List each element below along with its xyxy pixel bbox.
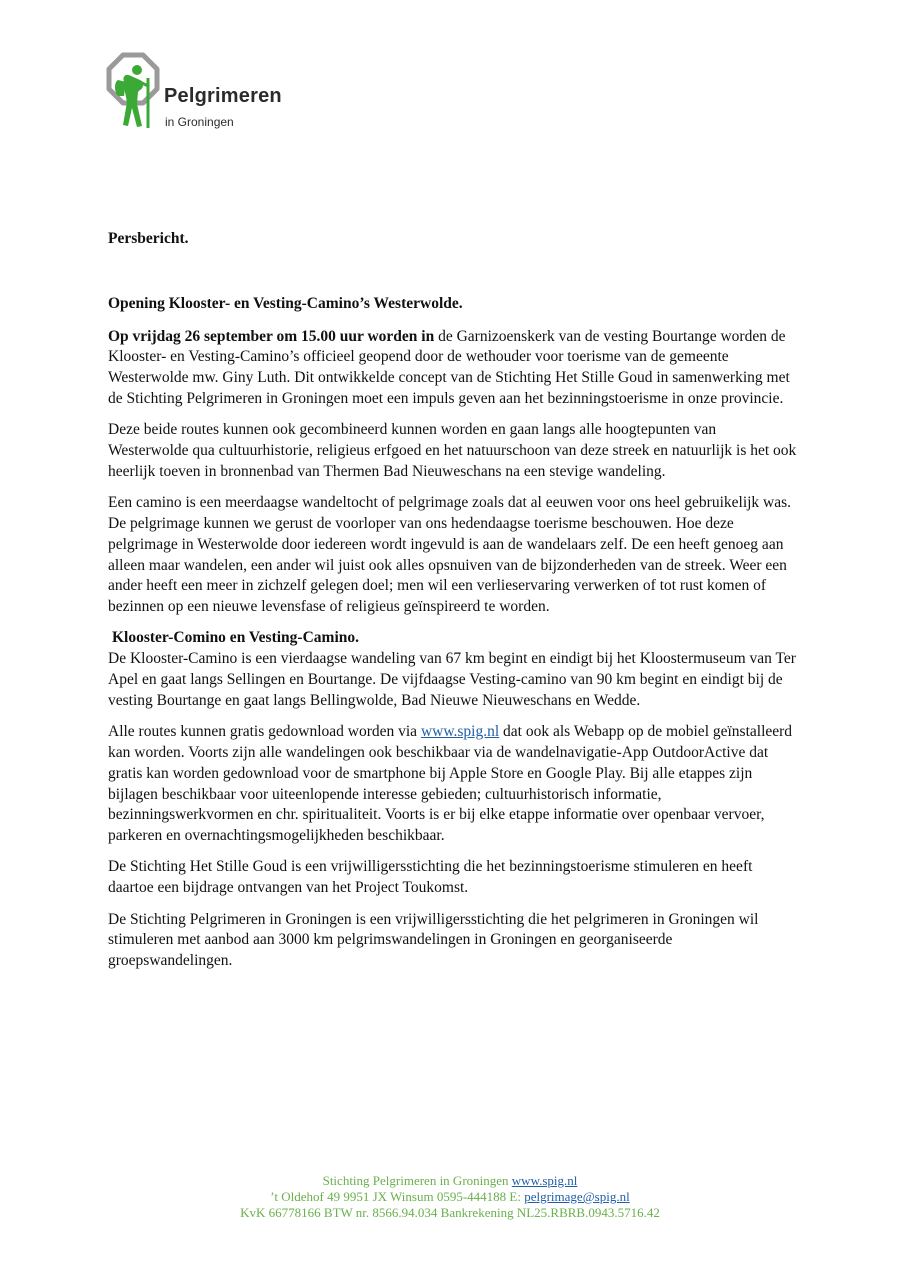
footer-address: ’t Oldehof 49 9951 JX Winsum 0595-444188 E:	[270, 1189, 525, 1204]
paragraph-6: De Stichting Het Stille Goud is een vrijwilligersstichting die het bezinningstoerisme stimuleren en heeft daartoe een bijdrage ontvangen van het Project Toukomst.	[108, 858, 753, 897]
paragraph-1-lead: Op vrijdag 26 september om 15.00 uur worden in	[108, 327, 435, 345]
footer-website-link[interactable]: www.spig.nl	[511, 1173, 578, 1188]
paragraph-5-before: Alle routes kunnen gratis gedownload worden via	[108, 723, 421, 741]
paragraph-1	[108, 327, 798, 410]
section-heading: Klooster-Comino en Vesting-Camino.	[112, 629, 359, 647]
website-link[interactable]: www.spig.nl	[420, 723, 500, 741]
footer-email-link[interactable]: pelgrimage@spig.nl	[524, 1189, 630, 1204]
paragraph-3: Een camino is een meerdaagse wandeltocht of pelgrimage zoals dat al eeuwen voor ons heel gebruikelijk was. De pelgrimage kunnen we gerust de voorloper van ons hedendaagse toerisme beschouwen. Hoe deze pelgrimage in Westerwolde door iedereen wordt ingevuld is aan de wandelaars zelf. De een heeft genoeg aan alleen maar wandelen, een ander wil juist ook alles opsnuiven van de bijzonderheden van de streek. Weer een ander heeft een meer in zichzelf gelegen doel; men wil een verlieservaring verwerken of tot rust komen of bezinnen op een nieuwe levensfase of religieus geïnspireerd te worden.	[108, 494, 792, 616]
paragraph-4: De Klooster-Camino is een vierdaagse wandeling van 67 km begint en eindigt bij het Kloostermuseum van Ter Apel en gaat langs Sellingen en Bourtange. De vijfdaagse Vesting-camino van 90 km begint en eindigt bij de vesting Bourtange en gaat langs Bellingwolde, Bad Nieuwe Nieuweschans en Wedde.	[108, 650, 796, 709]
footer-org: Stichting Pelgrimeren in Groningen	[322, 1173, 512, 1188]
headline: Opening Klooster- en Vesting-Camino’s Westerwolde.	[108, 294, 463, 312]
paragraph-5	[108, 722, 798, 847]
footer	[0, 1173, 900, 1221]
document-type-label: Persbericht.	[108, 230, 189, 247]
footer-line-3: KvK 66778166 BTW nr. 8566.94.034 Bankrekening NL25.RBRB.0943.5716.42	[240, 1205, 660, 1220]
logo-name: Pelgrimeren	[164, 85, 282, 107]
footer-line-1	[0, 1173, 900, 1189]
paragraph-7: De Stichting Pelgrimeren in Groningen is een vrijwilligersstichting die het pelgrimeren in Groningen wil stimuleren met aanbod aan 3000 km pelgrimswandelingen in Groningen en georganiseerde groepswandelingen.	[108, 910, 759, 970]
document-body	[108, 229, 798, 982]
paragraph-5-after: dat ook als Webapp op de mobiel geïnstalleerd kan worden. Voorts zijn alle wandelingen ook beschikbaar via de wandelnavigatie-App OutdoorActive dat gratis kan worden gedownload voor de smartphone bij Apple Store en Google Play. Bij alle etappes zijn bijlagen beschikbaar voor uiteenlopende interesse gebieden; cultuurhistorisch informatie, bezinningswerkvormen en chr. spiritualiteit. Voorts is er bij elke etappe informatie over openbaar vervoer, parkeren en overnachtingsmogelijkheden beschikbaar.	[108, 723, 793, 845]
footer-line-2	[0, 1189, 900, 1205]
logo-subtitle: in Groningen	[165, 115, 234, 129]
section	[108, 628, 798, 711]
paragraph-1-text: de Garnizoenskerk van de vesting Bourtange worden de Klooster- en Vesting-Camino’s officieel geopend door de wethouder voor toerisme van de gemeente Westerwolde mw. Giny Luth. Dit ontwikkelde concept van de Stichting Het Stille Goud in samenwerking met de Stichting Pelgrimeren in Groningen moet een impuls geven aan het bezinningstoerisme in onze provincie.	[108, 327, 790, 407]
logo	[104, 52, 304, 134]
pilgrim-icon	[104, 52, 162, 132]
paragraph-2: Deze beide routes kunnen ook gecombineerd kunnen worden en gaan langs alle hoogtepunten van Westerwolde qua cultuurhistorie, religieus erfgoed en het natuurschoon van deze streek en natuurlijk is het ook heerlijk toeven in bronnenbad van Thermen Bad Nieuweschans na een stevige wandeling.	[108, 421, 797, 480]
